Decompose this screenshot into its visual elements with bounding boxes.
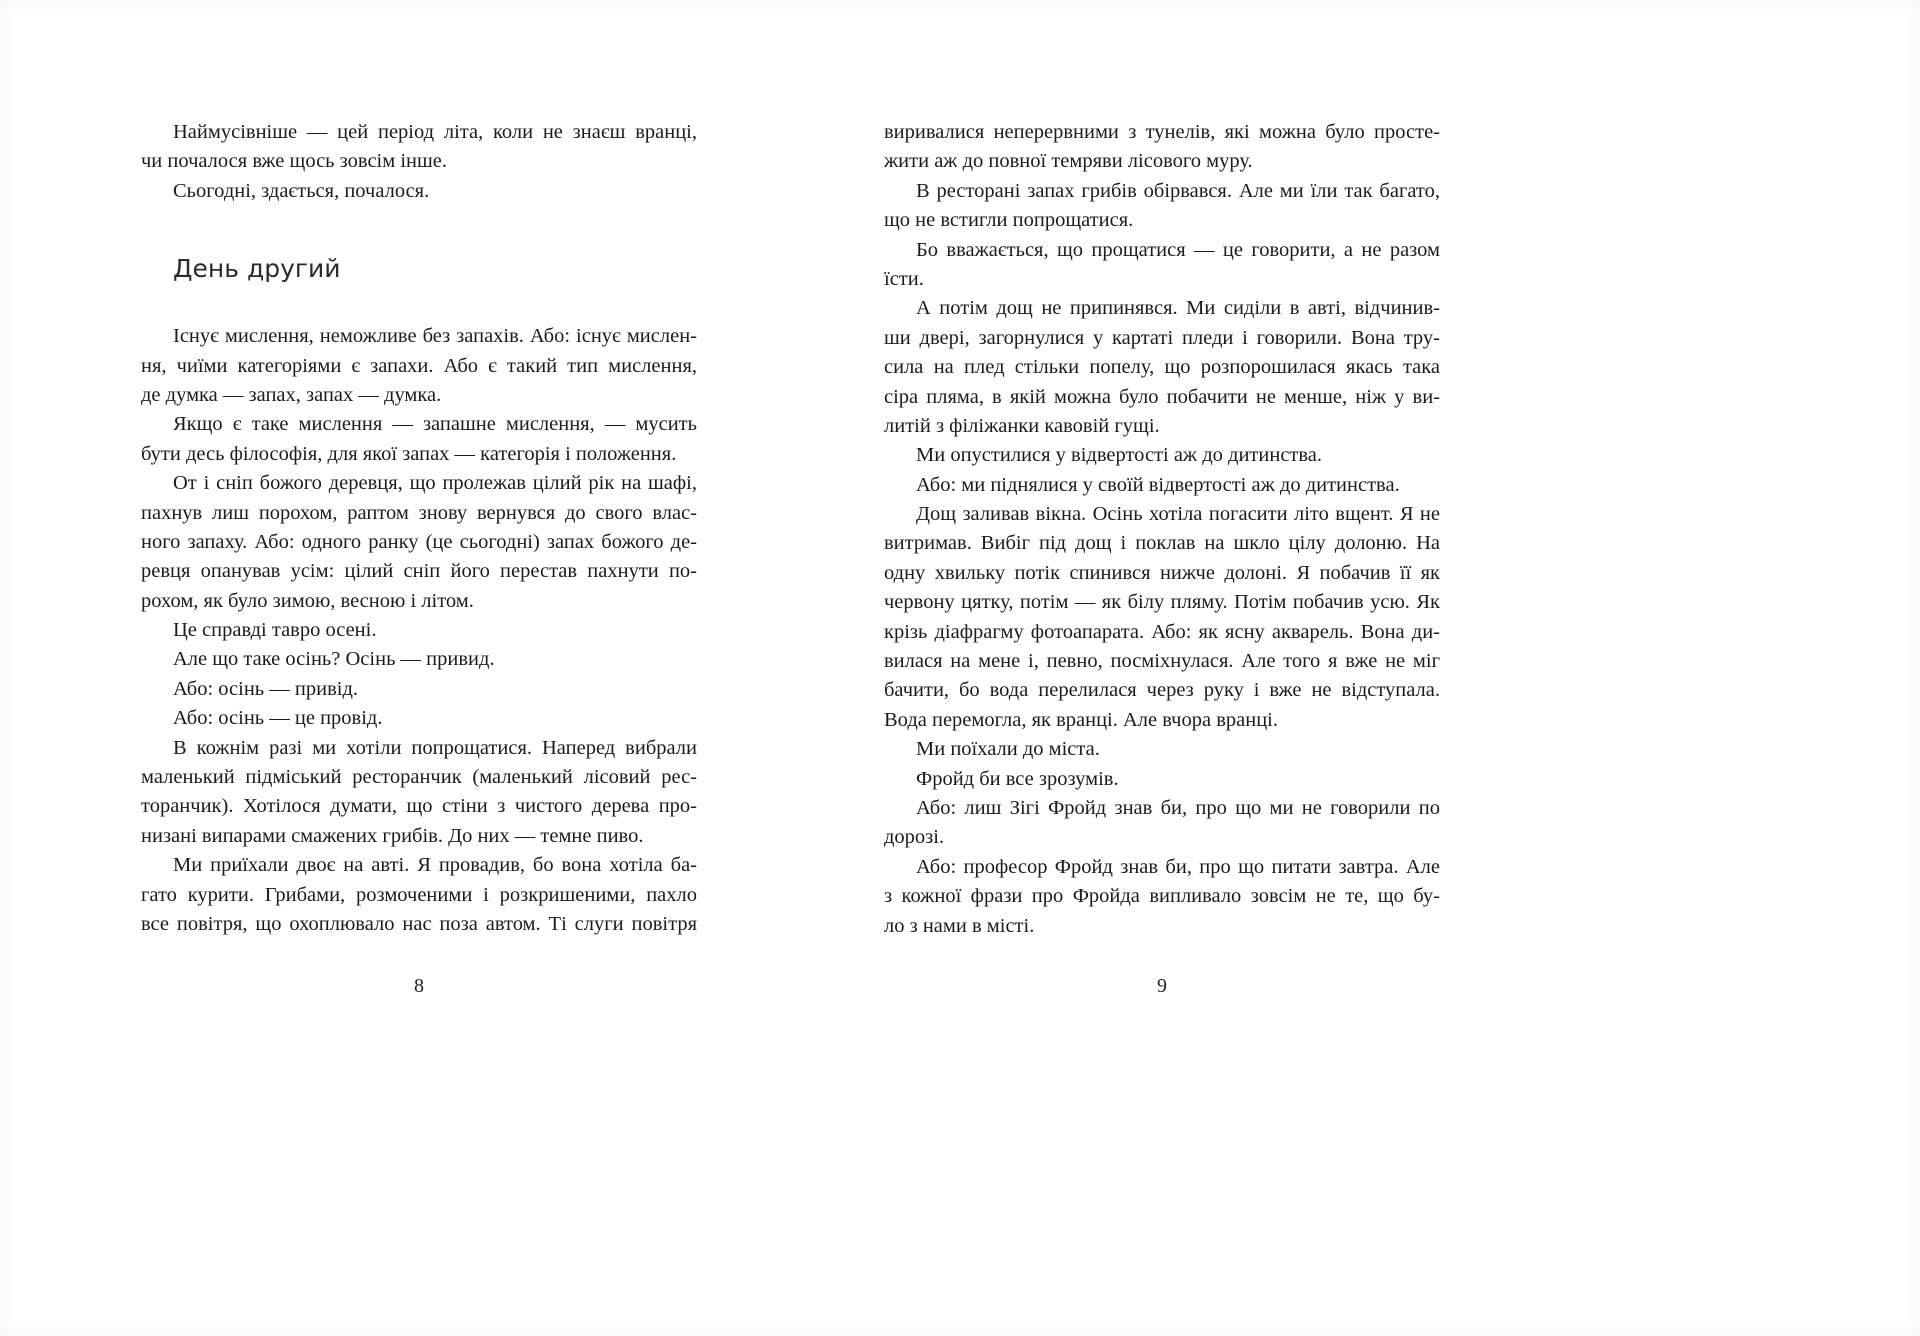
text-line: Але що таке осінь? Осінь — привид. — [173, 648, 495, 671]
text-line: Ми приїхали двоє на авті. Я провадив, бо вона хотіла ба- — [173, 854, 697, 877]
text-line: одну хвильку потік спинився нижче долоні. Я побачив її як — [884, 561, 1440, 584]
text-line: Існує мислення, неможливе без запахів. Або: існує мислен- — [173, 325, 697, 348]
paragraph — [141, 645, 697, 674]
text-line: рохом, як було зимою, весною і літом. — [141, 589, 474, 612]
text-line: пахнув лиш порохом, раптом знову вернувся до свого влас- — [141, 501, 697, 524]
paragraph — [884, 118, 1440, 177]
text-line: ного запаху. Або: одного ранку (це сьогодні) запах божого де- — [141, 530, 697, 553]
text-line: ня, чиїми категоріями є запахи. Або є такий тип мислення, — [141, 354, 697, 377]
text-line: Сьогодні, здається, почалося. — [173, 179, 430, 202]
text-line: червону цятку, потім — як білу пляму. Потім побачив усю. Як — [884, 591, 1440, 614]
book-page-right — [884, 118, 1440, 1078]
text-line: литій з філіжанки кавовій гущі. — [884, 414, 1160, 437]
paragraph — [884, 765, 1440, 794]
text-line: торанчик). Хотілося думати, що стіни з чистого дерева про- — [141, 795, 697, 818]
text-line: що не встигли попрощатися. — [884, 209, 1134, 232]
text-line: бути десь філософія, для якої запах — категорія і положення. — [141, 442, 677, 465]
text-line: От і сніп божого деревця, що пролежав цілий рік на шафі, — [173, 472, 697, 495]
paragraph — [141, 177, 697, 206]
text-line: ревця опанував усім: цілий сніп його перестав пахнути по- — [141, 560, 697, 583]
text-line: низані випарами смажених грибів. До них — темне пиво. — [141, 824, 644, 847]
text-line: виривалися неперервними з тунелів, які можна було просте- — [884, 121, 1440, 143]
paragraph — [141, 675, 697, 704]
text-line: Або: ми піднялися у своїй відвертості аж до дитинства. — [916, 473, 1400, 496]
text-line: Або: професор Фройд знав би, про що питати завтра. Але — [916, 855, 1440, 878]
text-line: ло з нами в місті. — [884, 914, 1035, 937]
paragraph — [884, 794, 1440, 853]
text-line: Бо вважається, що прощатися — це говорити, а не разом — [916, 238, 1440, 261]
text-line: Або: лиш Зігі Фройд знав би, про що ми не говорили по — [916, 796, 1440, 819]
text-line: бачити, бо вода перелилася через руку і вже не відступала. — [884, 679, 1440, 702]
text-line: витримав. Вибіг під дощ і поклав на шкло цілу долоню. На — [884, 532, 1440, 555]
text-line: Дощ заливав вікна. Осінь хотіла погасити літо вщент. Я не — [916, 503, 1440, 526]
paragraph — [884, 177, 1440, 236]
text-line: їсти. — [884, 267, 924, 290]
paragraph — [884, 500, 1440, 735]
paragraph — [884, 294, 1440, 441]
paragraph — [884, 735, 1440, 764]
text-line: де думка — запах, запах — думка. — [141, 383, 442, 406]
text-line: чи почалося вже щось зовсім інше. — [141, 150, 448, 173]
text-line: маленький підміський ресторанчик (маленький лісовий рес- — [141, 766, 697, 789]
text-line: все повітря, що охоплювало нас поза автом. Ті слуги повітря — [141, 912, 697, 935]
page-content — [884, 118, 1440, 941]
paragraph — [884, 441, 1440, 470]
page-number: 8 — [414, 975, 424, 997]
paragraph — [141, 851, 697, 939]
text-line: Або: осінь — це провід. — [173, 707, 383, 730]
paragraph — [141, 704, 697, 733]
page-number: 9 — [1157, 975, 1167, 997]
text-line: А потім дощ не припинявся. Ми сиділи в авті, відчинив- — [916, 297, 1440, 320]
text-line: ши двері, загорнулися у картаті пледи і говорили. Вона тру- — [884, 326, 1440, 349]
paragraph — [884, 471, 1440, 500]
paragraph — [141, 469, 697, 616]
text-line: Вода перемогла, як вранці. Але вчора вранці. — [884, 708, 1278, 731]
page-content — [141, 118, 697, 939]
text-line: крізь діафрагму фотоапарата. Або: як ясну акварель. Вона ди- — [884, 620, 1440, 643]
text-line: Або: осінь — привід. — [173, 677, 359, 700]
text-line: Наймусівніше — цей період літа, коли не знаєш вранці, — [173, 121, 697, 143]
text-line: Ми опустилися у відвертості аж до дитинства. — [916, 444, 1323, 467]
text-line: Це справді тавро осені. — [173, 619, 377, 642]
paragraph — [141, 118, 697, 177]
text-line: В кожнім разі ми хотіли попрощатися. Наперед вибрали — [173, 736, 697, 759]
text-line: сила на плед стільки попелу, що розпорошилася якась така — [884, 356, 1440, 379]
text-line: з кожної фрази про Фройда випливало зовсім не те, що бу- — [884, 885, 1440, 908]
paragraph — [141, 322, 697, 410]
text-line: Якщо є таке мислення — запашне мислення, — мусить — [173, 413, 697, 436]
paragraph — [884, 853, 1440, 941]
chapter-heading: День другий — [173, 254, 341, 284]
book-page-left — [141, 118, 697, 1078]
text-line: В ресторані запах грибів обірвався. Але ми їли так багато, — [916, 179, 1440, 202]
text-line: гато курити. Грибами, розмоченими і розкришеними, пахло — [141, 883, 697, 906]
paragraph — [141, 410, 697, 469]
paragraph — [141, 616, 697, 645]
text-line: дорозі. — [884, 826, 945, 849]
text-line: Ми поїхали до міста. — [916, 738, 1100, 761]
text-line: сіра пляма, в якій можна було побачити не менше, ніж у ви- — [884, 385, 1440, 408]
text-line: вилася на мене і, певно, посміхнулася. Але того я вже не міг — [884, 650, 1440, 673]
text-line: Фройд би все зрозумів. — [916, 767, 1119, 790]
text-line: жити аж до повної темряви лісового муру. — [884, 150, 1253, 173]
paragraph — [141, 734, 697, 852]
paragraph — [884, 236, 1440, 295]
